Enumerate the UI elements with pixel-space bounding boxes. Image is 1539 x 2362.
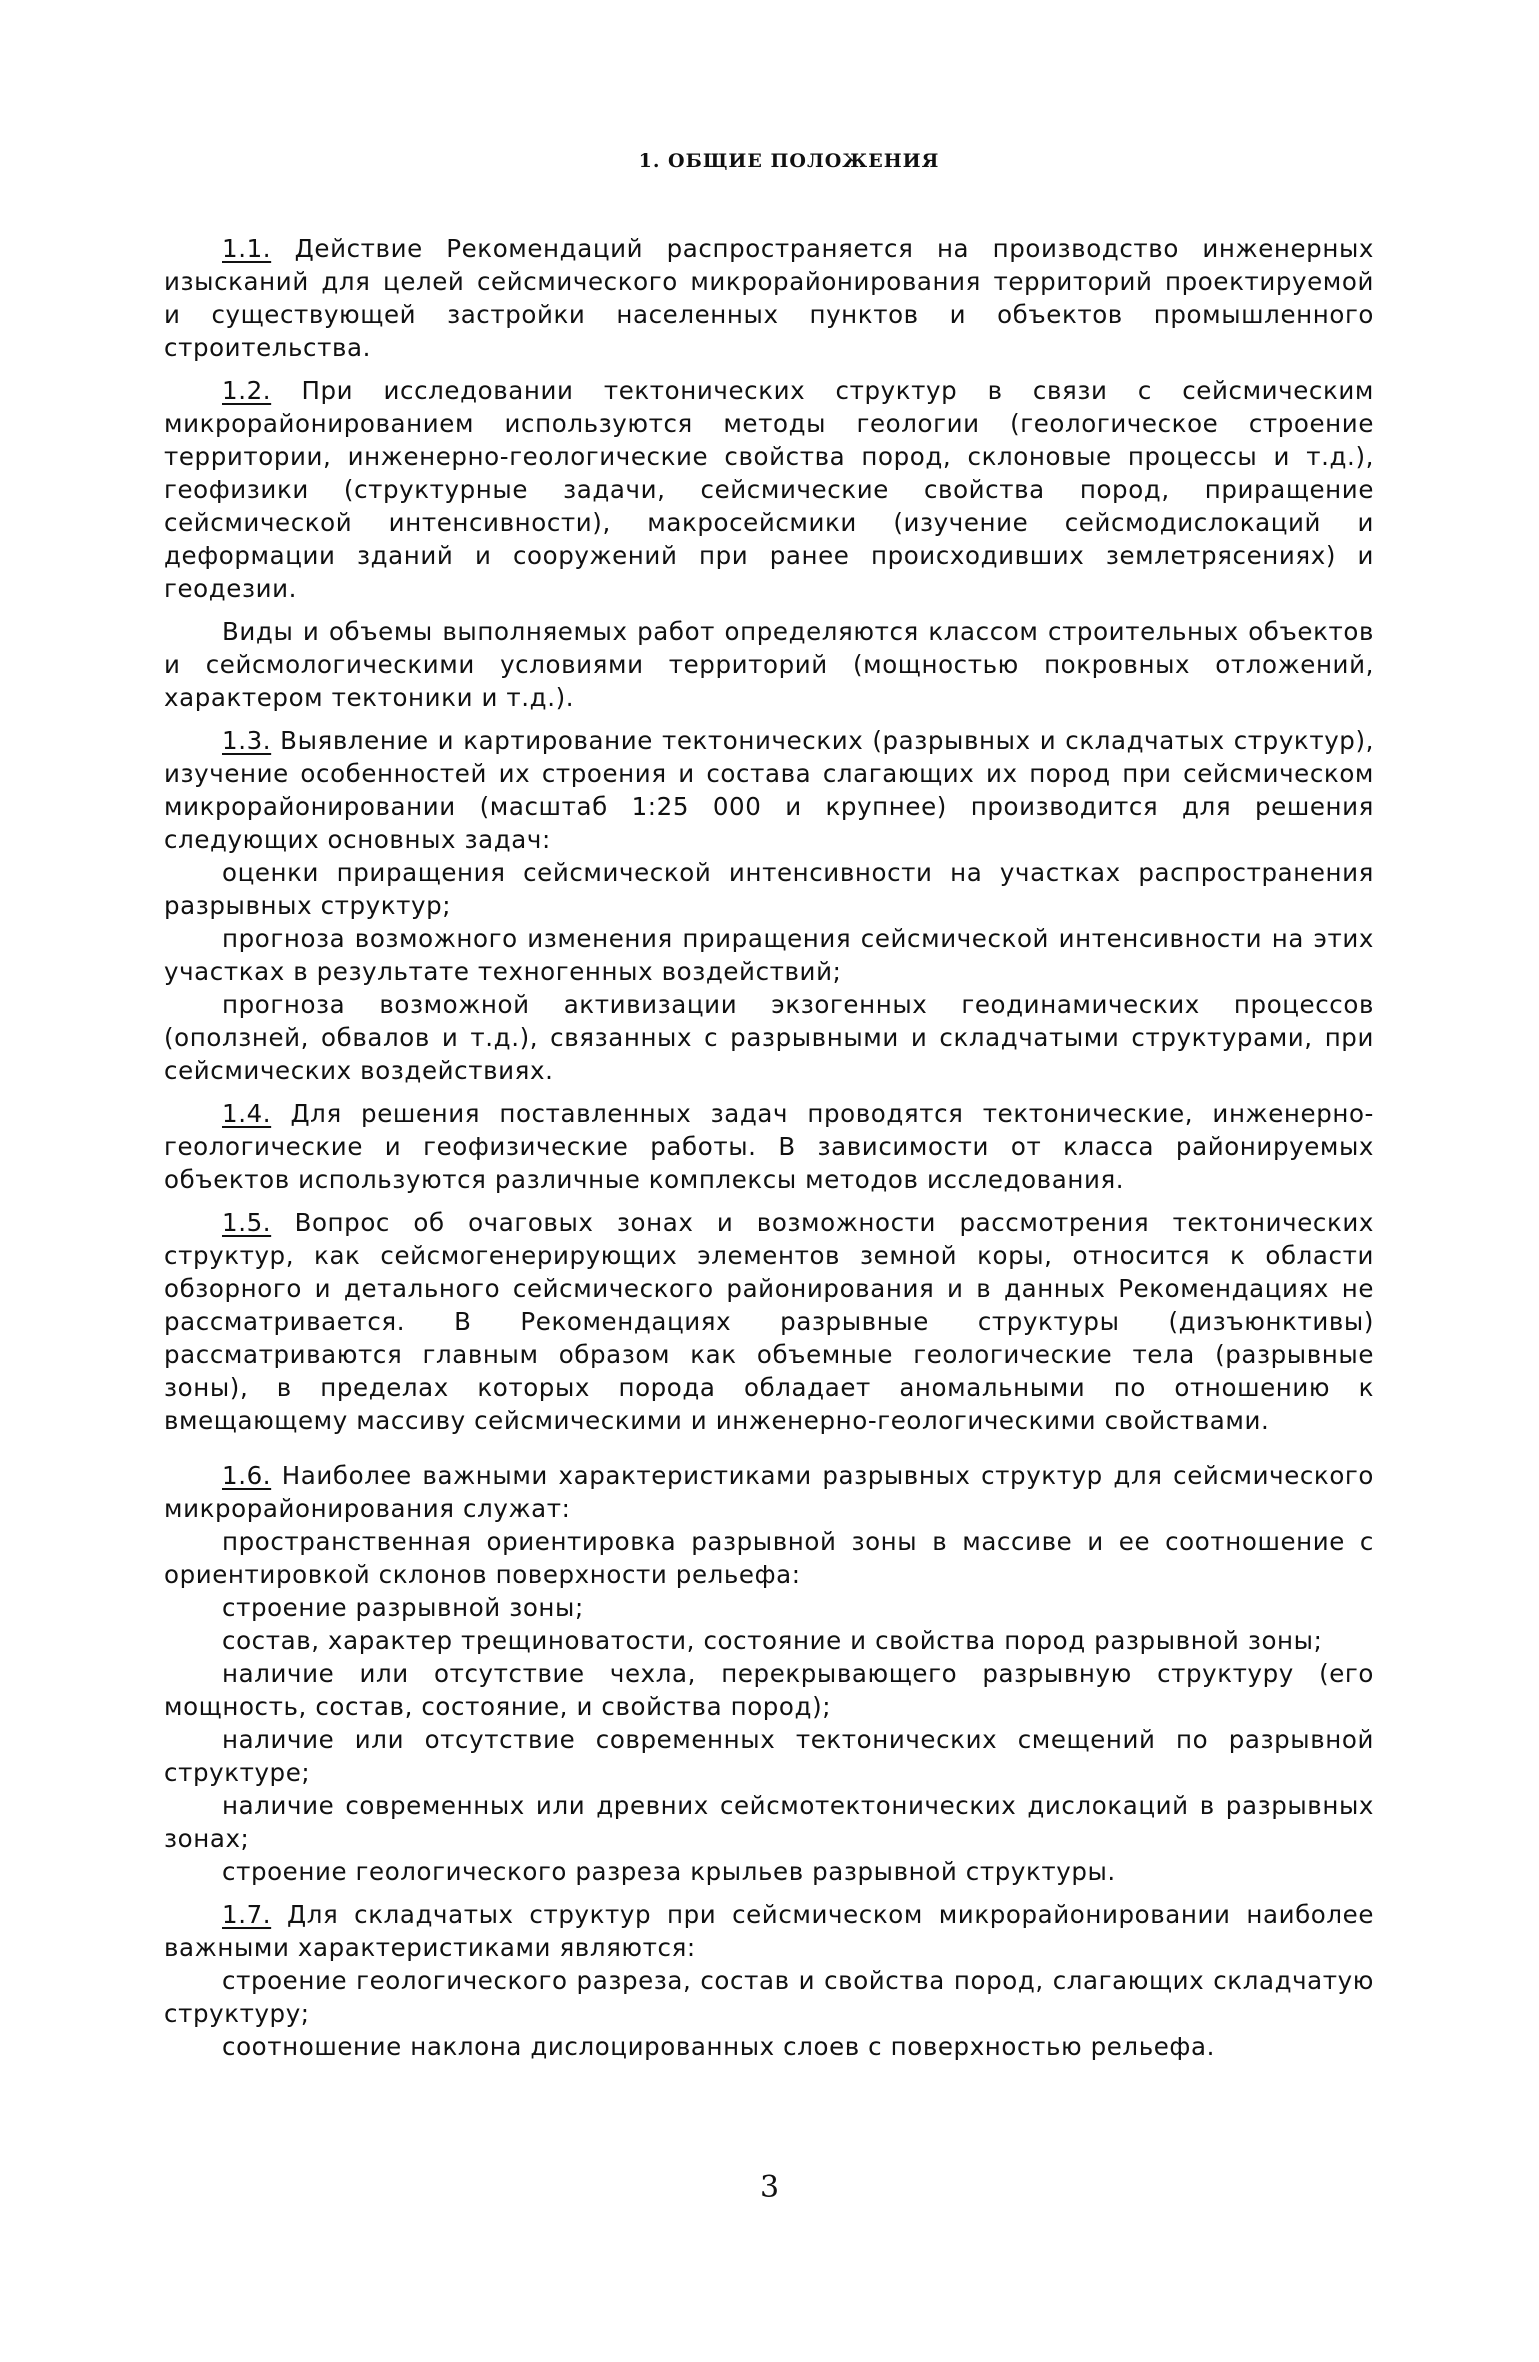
list-item [164, 988, 1374, 1087]
paragraph-text: Наиболее важными характеристиками разрывных структур для сейсмического микрорайонирования служат: [164, 1461, 1374, 1523]
list-item [164, 1591, 1374, 1624]
list-item [164, 922, 1374, 988]
clause-number: 1.7. [222, 1900, 272, 1929]
paragraph-1-6 [164, 1459, 1374, 1525]
clause-number: 1.1. [222, 234, 272, 263]
clause-number: 1.4. [222, 1099, 272, 1128]
paragraph-1-1 [164, 232, 1374, 364]
list-item-text: состав, характер трещиноватости, состояние и свойства пород разрывной зоны; [222, 1626, 1323, 1655]
list-item-text: наличие или отсутствие современных тектонических смещений по разрывной структуре; [164, 1725, 1374, 1787]
paragraph-1-2-continued [164, 615, 1374, 714]
list-item [164, 856, 1374, 922]
list-item-text: строение геологического разреза, состав и свойства пород, слагающих складчатую структуру; [164, 1966, 1374, 2028]
section-heading: 1. ОБЩИЕ ПОЛОЖЕНИЯ [638, 150, 940, 172]
list-item-text: прогноза возможного изменения приращения сейсмической интенсивности на этих участках в результате техногенных воздействий; [164, 924, 1374, 986]
page-number: 3 [759, 2170, 780, 2205]
list-item-text: соотношение наклона дислоцированных слоев с поверхностью рельефа. [222, 2032, 1215, 2061]
clause-number: 1.3. [222, 726, 272, 755]
list-item-text: строение геологического разреза крыльев разрывной структуры. [222, 1857, 1116, 1886]
list-item [164, 1789, 1374, 1855]
paragraph-text: Виды и объемы выполняемых работ определяются классом строительных объектов и сейсмологическими условиями территорий (мощностью покровных отложений, характером тектоники и т.д.). [164, 617, 1374, 712]
list-item [164, 1723, 1374, 1789]
list-item [164, 2030, 1374, 2063]
paragraph-1-5 [164, 1206, 1374, 1437]
body-text [164, 232, 1374, 2063]
list-item [164, 1855, 1374, 1888]
paragraph-text: Действие Рекомендаций распространяется на производство инженерных изысканий для целей сейсмического микрорайонирования территорий проектируемой и существующей застройки населенных пунктов и объектов промышленного строительства. [164, 234, 1374, 362]
paragraph-1-3 [164, 724, 1374, 856]
list-item [164, 1624, 1374, 1657]
paragraph-text: Для складчатых структур при сейсмическом микрорайонировании наиболее важными характеристиками являются: [164, 1900, 1375, 1962]
list-item-text: прогноза возможной активизации экзогенных геодинамических процессов (оползней, обвалов и т.д.), связанных с разрывными и складчатыми структурами, при сейсмических воздействиях. [164, 990, 1374, 1085]
clause-number: 1.5. [222, 1208, 272, 1237]
clause-number: 1.6. [222, 1461, 272, 1490]
paragraph-1-7 [164, 1898, 1374, 1964]
paragraph-1-4 [164, 1097, 1374, 1196]
list-item [164, 1525, 1374, 1591]
paragraph-text: Вопрос об очаговых зонах и возможности рассмотрения тектонических структур, как сейсмогенерирующих элементов земной коры, относится к области обзорного и детального сейсмического районирования и в данных Рекомендациях не рассматривается. В Рекомендациях разрывные структуры (дизъюнктивы) рассматриваются главным образом как объемные геологические тела (разрывные зоны), в пределах которых порода обладает аномальными по отношению к вмещающему массиву сейсмическими и инженерно-геологическими свойствами. [164, 1208, 1375, 1435]
list-item [164, 1964, 1374, 2030]
paragraph-text: Выявление и картирование тектонических (разрывных и складчатых структур), изучение особенностей их строения и состава слагающих их пород при сейсмическом микрорайонировании (масштаб 1:25 000 и крупнее) производится для решения следующих основных задач: [164, 726, 1374, 854]
list-item-text: оценки приращения сейсмической интенсивности на участках распространения разрывных структур; [164, 858, 1374, 920]
list-item [164, 1657, 1374, 1723]
paragraph-1-2 [164, 374, 1374, 605]
list-item-text: строение разрывной зоны; [222, 1593, 584, 1622]
document-page [164, 150, 1374, 2063]
list-item-text: наличие современных или древних сейсмотектонических дислокаций в разрывных зонах; [164, 1791, 1374, 1853]
paragraph-text: Для решения поставленных задач проводятся тектонические, инженерно-геологические и геофизические работы. В зависимости от класса районируемых объектов используются различные комплексы методов исследования. [164, 1099, 1374, 1194]
paragraph-text: При исследовании тектонических структур в связи с сейсмическим микрорайонированием используются методы геологии (геологическое строение территории, инженерно-геологические свойства пород, склоновые процессы и т.д.), геофизики (структурные задачи, сейсмические свойства пород, приращение сейсмической интенсивности), макросейсмики (изучение сейсмодислокаций и деформации зданий и сооружений при ранее происходивших землетрясениях) и геодезии. [164, 376, 1374, 603]
clause-number: 1.2. [222, 376, 272, 405]
list-item-text: пространственная ориентировка разрывной зоны в массиве и ее соотношение с ориентировкой склонов поверхности рельефа: [164, 1527, 1374, 1589]
list-item-text: наличие или отсутствие чехла, перекрывающего разрывную структуру (его мощность, состав, состояние, и свойства пород); [164, 1659, 1374, 1721]
